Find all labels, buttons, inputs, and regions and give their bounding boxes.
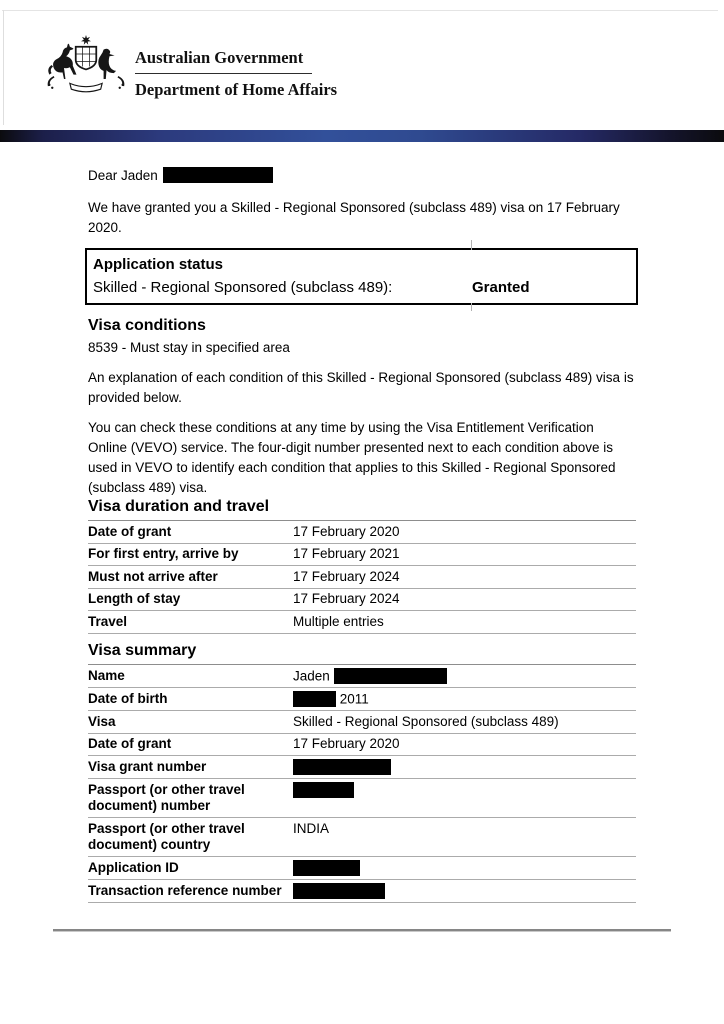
- application-status-label: Skilled - Regional Sponsored (subclass 489):: [93, 279, 393, 296]
- department-title: Department of Home Affairs: [135, 80, 338, 99]
- row-label: Date of birth: [88, 690, 168, 706]
- table-row: [88, 611, 636, 634]
- row-label: Passport (or other travel document) country: [88, 820, 245, 852]
- row-value: 2011: [293, 691, 636, 708]
- redacted-name: [163, 167, 273, 183]
- table-row: [88, 688, 636, 711]
- header-divider: [135, 73, 312, 74]
- conditions-explanation-paragraph: An explanation of each condition of this Skilled - Regional Sponsored (subclass 489) visa is provided below.: [88, 370, 634, 405]
- application-status-title: Application status: [93, 256, 224, 273]
- table-row: [88, 544, 636, 567]
- row-label: Visa: [88, 713, 116, 729]
- table-row: [88, 566, 636, 589]
- visa-summary-section: [88, 641, 636, 903]
- application-status-value: Granted: [472, 279, 530, 296]
- table-row: [88, 589, 636, 612]
- visa-duration-section: [88, 497, 636, 634]
- table-row: [88, 818, 636, 857]
- table-row: [88, 779, 636, 818]
- table-row: [88, 880, 636, 903]
- row-label: Date of grant: [88, 736, 172, 751]
- row-label: Transaction reference number: [88, 882, 282, 898]
- vevo-paragraph: You can check these conditions at any time by using the Visa Entitlement Verification Online (VEVO) service. The four-digit number presented next to each condition above is used in VEVO to identify each condition that applies to this Skilled - Regional Sponsored (subclass 489) visa.: [88, 420, 616, 495]
- table-row: [88, 665, 636, 688]
- table-row: [88, 857, 636, 880]
- visa-conditions-section: [88, 316, 636, 498]
- table-grid-tick: [471, 240, 472, 250]
- visa-duration-heading: Visa duration and travel: [88, 498, 270, 515]
- redacted-value: [293, 860, 360, 876]
- redacted-value: [293, 782, 354, 798]
- row-value: Jaden: [293, 668, 636, 685]
- row-value: [293, 759, 636, 776]
- table-row: [88, 711, 636, 734]
- table-row: [88, 756, 636, 779]
- row-value: 17 February 2024: [293, 591, 400, 606]
- row-label: Date of grant: [88, 523, 172, 539]
- row-label: Visa grant number: [88, 758, 207, 774]
- australian-coat-of-arms-icon: [42, 31, 130, 102]
- visa-condition-item: 8539 - Must stay in specified area: [88, 340, 290, 355]
- salutation-text: Dear Jaden: [88, 168, 158, 183]
- redacted-value: [293, 883, 385, 899]
- table-row: [88, 521, 636, 544]
- row-value: 17 February 2020: [293, 736, 400, 751]
- row-value: 17 February 2020: [293, 523, 400, 539]
- application-status-row: [87, 275, 636, 303]
- application-status-box: [85, 248, 638, 305]
- page-edge-top-line: [2, 10, 718, 11]
- row-label: Passport (or other travel document) number: [88, 781, 245, 813]
- redacted-value: [293, 691, 336, 707]
- row-label: Travel: [88, 613, 128, 629]
- row-value: [293, 782, 636, 815]
- visa-summary-table: [88, 664, 636, 903]
- redacted-value: [293, 759, 391, 775]
- row-value: INDIA: [293, 820, 330, 836]
- grant-intro-paragraph: We have granted you a Skilled - Regional Sponsored (subclass 489) visa on 17 February 2020.: [88, 200, 620, 235]
- government-title: Australian Government: [135, 48, 304, 67]
- row-label: Application ID: [88, 859, 179, 875]
- header-text-block: [135, 49, 395, 99]
- row-value: 17 February 2021: [293, 546, 400, 561]
- table-row: [88, 734, 636, 757]
- redacted-value: [334, 668, 447, 684]
- row-label: Name: [88, 667, 125, 683]
- header-accent-bar: [0, 130, 724, 142]
- table-grid-tick: [471, 303, 472, 311]
- row-label: Must not arrive after: [88, 568, 218, 584]
- visa-summary-heading: Visa summary: [88, 642, 197, 659]
- row-value: [293, 860, 636, 877]
- row-label: For first entry, arrive by: [88, 546, 239, 561]
- row-value: [293, 883, 636, 900]
- row-value: Multiple entries: [293, 613, 384, 629]
- row-value: Skilled - Regional Sponsored (subclass 489): [293, 713, 559, 729]
- visa-conditions-heading: Visa conditions: [88, 317, 206, 334]
- visa-duration-table: [88, 520, 636, 634]
- page-edge-left-line: [3, 10, 4, 125]
- salutation-line: [88, 166, 273, 186]
- row-value: 17 February 2024: [293, 568, 400, 584]
- footer-divider: [53, 929, 671, 932]
- row-label: Length of stay: [88, 591, 181, 606]
